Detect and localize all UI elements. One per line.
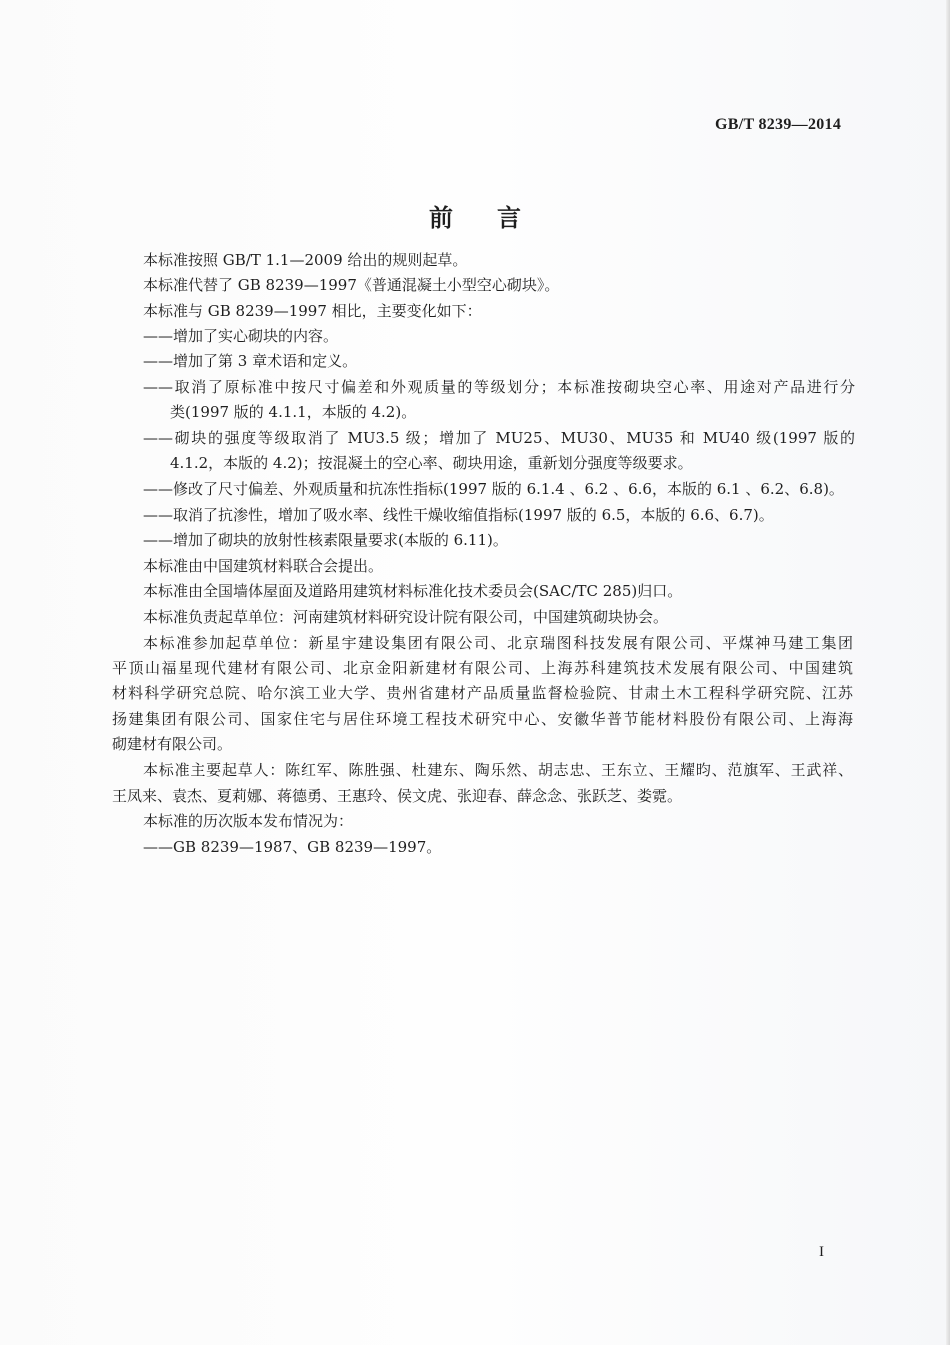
text-line: ——取消了抗渗性，增加了吸水率、线性干燥收缩值指标(1997 版的 6.5，本版的 6.6、6.7)。 [143, 506, 774, 524]
text-line: ——砌块的强度等级取消了 MU3.5 级；增加了 MU25、MU30、MU35 和 MU40 级(1997 版的 [143, 429, 855, 447]
text-line: 本标准负责起草单位：河南建筑材料研究设计院有限公司，中国建筑砌块协会。 [143, 608, 669, 626]
text-line: 本标准按照 GB/T 1.1—2009 给出的规则起草。 [143, 251, 468, 269]
text-line: ——GB 8239—1987、GB 8239—1997。 [143, 838, 442, 856]
text-line: 砌建材有限公司。 [112, 735, 233, 753]
text-line: 本标准由全国墙体屋面及道路用建筑材料标准化技术委员会(SAC/TC 285)归口。 [143, 582, 683, 600]
text-line: ——增加了砌块的放射性核素限量要求(本版的 6.11)。 [143, 531, 508, 549]
text-line: 本标准代替了 GB 8239—1997《普通混凝土小型空心砌块》。 [143, 276, 560, 294]
text-line: 平顶山福星现代建材有限公司、北京金阳新建材有限公司、上海苏科建筑技术发展有限公司、中国建筑 [112, 659, 853, 677]
text-line: 本标准由中国建筑材料联合会提出。 [143, 557, 384, 575]
page-title: 前言 [429, 203, 565, 232]
text-line: 类(1997 版的 4.1.1，本版的 4.2)。 [170, 403, 417, 421]
text-line: ——增加了第 3 章术语和定义。 [143, 352, 358, 370]
standard-number-header: GB/T 8239—2014 [715, 116, 842, 133]
text-line: 扬建集团有限公司、国家住宅与居住环境工程技术研究中心、安徽华普节能材料股份有限公司、上海海 [112, 710, 853, 728]
text-line: 材料科学研究总院、哈尔滨工业大学、贵州省建材产品质量监督检验院、甘肃土木工程科学研究院、江苏 [112, 684, 853, 702]
text-line: ——取消了原标准中按尺寸偏差和外观质量的等级划分；本标准按砌块空心率、用途对产品进行分 [143, 378, 855, 396]
text-line: 王凤来、袁杰、夏莉娜、蒋德勇、王惠玲、侯文虎、张迎春、薛念念、张跃芝、娄霓。 [112, 787, 683, 805]
text-line: 本标准参加起草单位：新星宇建设集团有限公司、北京瑞图科技发展有限公司、平煤神马建工集团 [143, 634, 853, 652]
text-line: ——修改了尺寸偏差、外观质量和抗冻性指标(1997 版的 6.1.4 、6.2 、6.6，本版的 6.1 、6.2、6.8)。 [143, 480, 844, 498]
text-line: 本标准与 GB 8239—1997 相比，主要变化如下： [143, 302, 482, 320]
text-line: ——增加了实心砌块的内容。 [143, 327, 339, 345]
text-line: 4.1.2，本版的 4.2)；按混凝土的空心率、砌块用途，重新划分强度等级要求。 [170, 454, 693, 472]
text-line: 本标准的历次版本发布情况为： [143, 812, 354, 830]
text-line: 本标准主要起草人：陈红军、陈胜强、杜建东、陶乐然、胡志忠、王东立、王耀昀、范旗军、王武祥、 [143, 761, 853, 779]
page-number: I [819, 1244, 824, 1260]
